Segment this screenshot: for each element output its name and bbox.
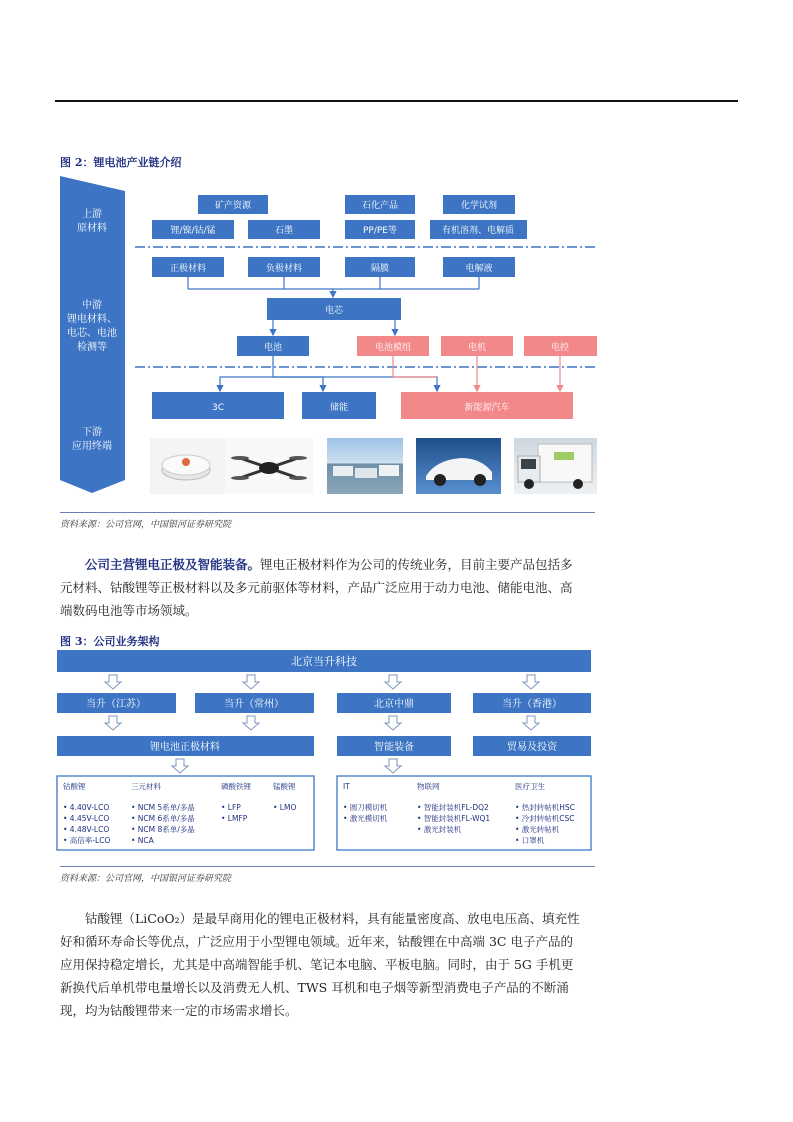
stage-upstream-1: 上游 xyxy=(82,209,102,220)
rcol-2-head: 医疗卫生 xyxy=(515,782,545,791)
box-mineral: 矿产资源 xyxy=(214,201,252,211)
box-3c: 3C xyxy=(211,403,225,413)
rcol-1-item-0: • 智能封装机FL-DQ2 xyxy=(417,803,489,812)
sub-changzhou: 当升（常州） xyxy=(224,699,284,710)
sub-zhongding: 北京中鼎 xyxy=(374,699,414,710)
box-chem: 化学试剂 xyxy=(460,201,498,211)
paragraph-1-line-1: 锂电正极材料作为公司的传统业务，目前主要产品包括多 xyxy=(260,557,573,572)
box-motor: 电机 xyxy=(467,343,487,353)
rcol-2-item-1: • 冷封转帖机CSC xyxy=(515,814,575,823)
paragraph-1-lead: 公司主营锂电正极及智能装备。 xyxy=(85,557,261,572)
box-lithium: 锂/镍/钴/锰 xyxy=(170,226,216,236)
box-storage: 储能 xyxy=(329,403,349,413)
stage-downstream-2: 应用终端 xyxy=(72,441,112,452)
header-rule xyxy=(55,100,738,102)
figure-2-title: 图 2：锂电池产业链介绍 xyxy=(60,156,182,169)
box-pppe: PP/PE等 xyxy=(362,226,398,236)
business-structure-diagram xyxy=(55,648,595,858)
lcol-0-item-2: • 4.48V-LCO xyxy=(63,825,110,834)
stage-midstream-2: 锂电材料、 xyxy=(67,314,117,325)
paragraph-2-line-5: 现，均为钴酸锂带来一定的市场需求增长。 xyxy=(60,1003,298,1018)
rcol-0-head: IT xyxy=(343,782,350,791)
stage-upstream-2: 原材料 xyxy=(77,223,107,234)
stage-midstream-4: 检测等 xyxy=(77,342,107,353)
lcol-0-item-0: • 4.40V-LCO xyxy=(63,803,110,812)
stage-midstream-1: 中游 xyxy=(82,300,102,311)
energy-storage-image xyxy=(327,438,403,494)
lcol-1-head: 三元材料 xyxy=(131,782,161,791)
box-solvent: 有机溶剂、电解质 xyxy=(441,226,515,236)
paragraph-2 xyxy=(60,907,598,1022)
figure-3-title: 图 3：公司业务架构 xyxy=(60,635,160,648)
electric-truck-image xyxy=(514,438,597,494)
rcol-2-item-3: • 口罩机 xyxy=(515,836,545,845)
lcol-1-item-3: • NCA xyxy=(131,836,154,845)
box-anode: 负极材料 xyxy=(265,264,303,274)
lcol-2-head: 磷酸铁锂 xyxy=(221,782,251,791)
lcol-2-item-0: • LFP xyxy=(221,803,241,812)
box-graphite: 石墨 xyxy=(274,226,294,236)
rcol-1-item-2: • 激光封装机 xyxy=(417,825,462,834)
lcol-0-item-3: • 高倍率-LCO xyxy=(63,836,111,845)
lcol-2-item-1: • LMFP xyxy=(221,814,248,823)
box-battery: 电池 xyxy=(263,343,283,353)
box-petro: 石化产品 xyxy=(361,201,399,211)
electric-car-image xyxy=(416,438,501,494)
lcol-3-head: 锰酸锂 xyxy=(273,782,296,791)
rcol-1-head: 物联网 xyxy=(417,782,440,791)
box-cell: 电芯 xyxy=(324,306,344,316)
figure-2-rule xyxy=(60,512,595,513)
drone-image xyxy=(225,438,313,494)
robot-vacuum-image xyxy=(150,438,225,494)
paragraph-1 xyxy=(60,553,598,622)
seg-trade: 贸易及投资 xyxy=(507,742,557,753)
box-separator: 隔膜 xyxy=(370,264,390,274)
paragraph-2-line-1: 钴酸锂（LiCoO₂）是最早商用化的锂电正极材料，具有能量密度高、放电电压高、填充性 xyxy=(85,911,580,926)
lcol-0-head: 钴酸锂 xyxy=(63,782,86,791)
org-top: 北京当升科技 xyxy=(291,655,357,668)
stage-midstream-3: 电芯、电池 xyxy=(67,328,117,339)
sub-hongkong: 当升（香港） xyxy=(502,699,562,710)
rcol-0-item-1: • 激光模切机 xyxy=(343,814,388,823)
figure-3-rule xyxy=(60,866,595,867)
box-cathode: 正极材料 xyxy=(169,264,207,274)
rcol-2-item-2: • 激光转帖机 xyxy=(515,825,560,834)
lcol-0-item-1: • 4.45V-LCO xyxy=(63,814,110,823)
stage-downstream-1: 下游 xyxy=(82,427,102,438)
box-module: 电池模组 xyxy=(374,343,412,353)
lcol-1-item-2: • NCM 8系单/多晶 xyxy=(131,825,195,834)
figure-2-source: 资料来源：公司官网，中国银河证券研究院 xyxy=(60,520,232,530)
paragraph-1-line-3: 端数码电池等市场领域。 xyxy=(60,603,198,618)
paragraph-2-line-2: 好和循环寿命长等优点，广泛应用于小型锂电领域。近年来，钴酸锂在中高端 3C 电子产品的 xyxy=(60,934,573,949)
seg-equipment: 智能装备 xyxy=(374,742,414,753)
lcol-1-item-1: • NCM 6系单/多晶 xyxy=(131,814,195,823)
seg-cathode: 锂电池正极材料 xyxy=(150,742,220,753)
box-electrolyte: 电解液 xyxy=(465,264,493,274)
paragraph-2-line-4: 新换代后单机带电量增长以及消费无人机、TWS 耳机和电子烟等新型消费电子产品的不断涌 xyxy=(60,980,569,995)
lcol-3-item-0: • LMO xyxy=(273,803,297,812)
paragraph-1-line-2: 元材料、钴酸锂等正极材料以及多元前驱体等材料，产品广泛应用于动力电池、储能电池、高 xyxy=(60,580,573,595)
figure-3-source: 资料来源：公司官网，中国银河证券研究院 xyxy=(60,874,232,884)
rcol-0-item-0: • 圆刀模切机 xyxy=(343,803,388,812)
paragraph-2-line-3: 应用保持稳定增长，尤其是中高端智能手机、笔记本电脑、平板电脑。同时，由于 5G 手机更 xyxy=(60,957,574,972)
box-nev: 新能源汽车 xyxy=(464,403,510,413)
rcol-1-item-1: • 智能封装机FL-WQ1 xyxy=(417,814,491,823)
sub-jiangsu: 当升（江苏） xyxy=(86,699,146,710)
lcol-1-item-0: • NCM 5系单/多晶 xyxy=(131,803,195,812)
rcol-2-item-0: • 热封转帖机HSC xyxy=(515,803,575,812)
box-control: 电控 xyxy=(550,343,570,353)
